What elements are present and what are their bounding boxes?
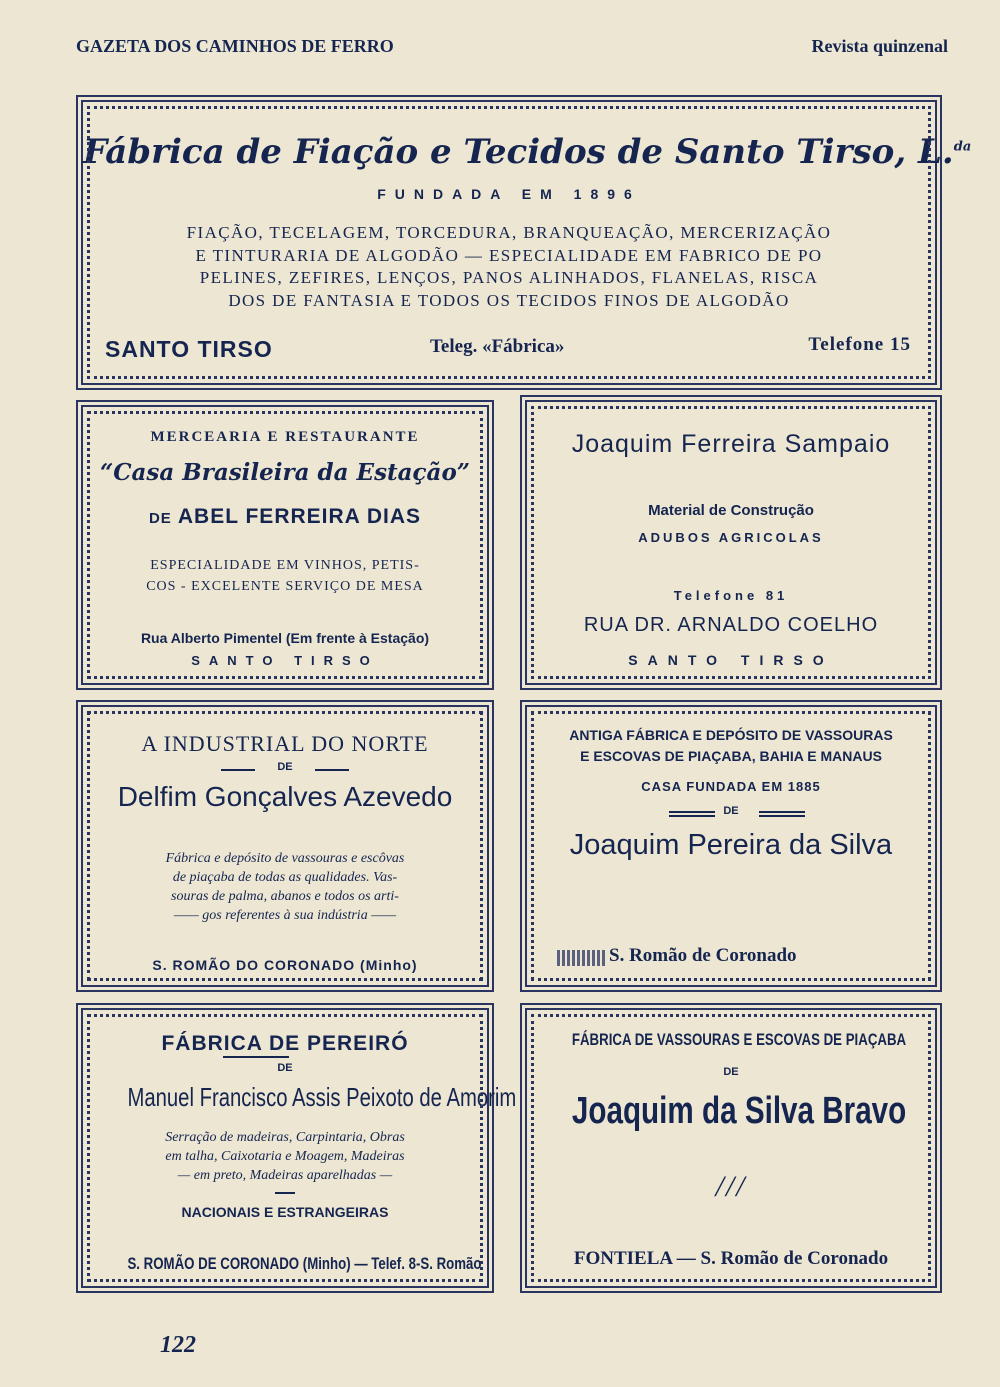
divider: [223, 1056, 289, 1058]
business-name: Delfim Gonçalves Azevedo: [117, 781, 453, 812]
place: S. Romão de Coronado: [609, 945, 797, 966]
business-name: Joaquim Pereira da Silva: [569, 829, 893, 861]
business-name: “Casa Brasileira da Estação”: [99, 459, 471, 486]
description-line: souras de palma, abanos e todos os arti-: [171, 889, 399, 904]
de-label: DE: [277, 761, 293, 773]
description-block: [83, 849, 487, 925]
de-label: DE: [277, 1062, 293, 1074]
description-line: de piaçaba de todas as qualidades. Vas-: [172, 870, 398, 885]
divider: [315, 769, 349, 771]
ad-fabrica-santo-tirso: [76, 95, 972, 390]
description-line: — em preto, Madeiras aparelhadas —: [177, 1168, 393, 1183]
description-block: [83, 555, 487, 597]
magazine-subtitle: Revista quinzenal: [811, 36, 948, 56]
owner-prefix: DE: [148, 510, 172, 527]
place: S. ROMÃO DE CORONADO (Minho) — Telef. 8-S. Romão: [127, 1254, 482, 1273]
street: RUA DR. ARNALDO COELHO: [583, 614, 879, 636]
de-label: DE: [723, 805, 739, 817]
description-line: Fábrica e depósito de vassouras e escôvas: [165, 851, 405, 866]
address: Rua Alberto Pimentel (Em frente à Estação): [140, 630, 430, 646]
founded-line: FUNDADA EM 1896: [377, 186, 641, 202]
description-line: em talha, Caixotaria e Moagem, Madeiras: [165, 1149, 405, 1164]
town: SANTO TIRSO: [628, 652, 834, 668]
description-line: —— gos referentes à sua indústria ——: [173, 908, 397, 923]
place: S. ROMÃO DO CORONADO (Minho): [152, 957, 418, 973]
ad-industrial-do-norte: [76, 700, 494, 992]
town: SANTO TIRSO: [191, 653, 379, 668]
description-line: PELINES, ZEFIRES, LENÇOS, PANOS ALINHADOS, FLANELAS, RISCA: [199, 268, 819, 287]
intro-block: [527, 725, 935, 767]
company-title: Fábrica de Fiação e Tecidos de Santo Tirso, L.$^{da}$: [83, 132, 972, 172]
founded-line: CASA FUNDADA EM 1885: [641, 779, 821, 794]
mark: ///: [715, 1170, 747, 1203]
ad-ferreira-sampaio: [520, 395, 942, 690]
description-line: COS - EXCELENTE SERVIÇO DE MESA: [146, 579, 424, 594]
title: FÁBRICA DE VASSOURAS E ESCOVAS DE PIAÇABA: [571, 1030, 907, 1049]
telegram: Teleg. «Fábrica»: [430, 336, 565, 357]
origin: NACIONAIS E ESTRANGEIRAS: [181, 1204, 389, 1220]
business-name: Joaquim da Silva Bravo: [571, 1090, 907, 1132]
description-line: E TINTURARIA DE ALGODÃO — ESPECIALIDADE EM FABRICO DE PO: [195, 245, 823, 265]
business-name: Joaquim Ferreira Sampaio: [571, 430, 891, 458]
title: A INDUSTRIAL DO NORTE: [141, 731, 429, 756]
divider: [759, 811, 805, 817]
description-line: FIAÇÃO, TECELAGEM, TORCEDURA, BRANQUEAÇÃO, MERCERIZAÇÃO: [186, 223, 832, 242]
ad-fabrica-pereiro: [76, 1003, 517, 1293]
owner-line: [83, 505, 487, 529]
page-number: 122: [160, 1332, 196, 1358]
divider: [275, 1192, 295, 1194]
mark-graphic: [557, 950, 605, 966]
description-line: DOS DE FANTASIA E TODOS OS TECIDOS FINOS DE ALGODÃO: [228, 290, 790, 310]
description-block: [83, 1128, 487, 1185]
description-line: ESPECIALIDADE EM VINHOS, PETIS-: [150, 558, 420, 573]
ad-silva-bravo: [520, 1003, 942, 1293]
owner-name: ABEL FERREIRA DIAS: [177, 505, 422, 528]
intro-line: E ESCOVAS DE PIAÇABA, BAHIA E MANAUS: [580, 748, 882, 764]
de-label: DE: [723, 1066, 739, 1078]
material-line: Material de Construção: [648, 502, 814, 519]
fertilizer-line: ADUBOS AGRICOLAS: [638, 530, 824, 545]
title: FÁBRICA DE PEREIRÓ: [161, 1032, 409, 1055]
description-block: [83, 222, 935, 312]
ad-casa-brasileira: [76, 400, 494, 690]
phone: Telefone 15: [808, 334, 911, 355]
location: SANTO TIRSO: [105, 336, 273, 362]
intro-line: ANTIGA FÁBRICA E DEPÓSITO DE VASSOURAS: [569, 727, 893, 743]
ad-pereira-da-silva: [520, 700, 942, 992]
kicker: MERCEARIA E RESTAURANTE: [150, 429, 420, 445]
description-line: Serração de madeiras, Carpintaria, Obras: [165, 1130, 405, 1145]
phone: Telefone 81: [673, 588, 789, 603]
magazine-title: GAZETA DOS CAMINHOS DE FERRO: [76, 36, 394, 56]
business-name: Manuel Francisco Assis Peixoto de Amorim: [127, 1082, 517, 1112]
place: FONTIELA — S. Romão de Coronado: [573, 1248, 889, 1269]
title-superscript: da: [953, 139, 972, 155]
